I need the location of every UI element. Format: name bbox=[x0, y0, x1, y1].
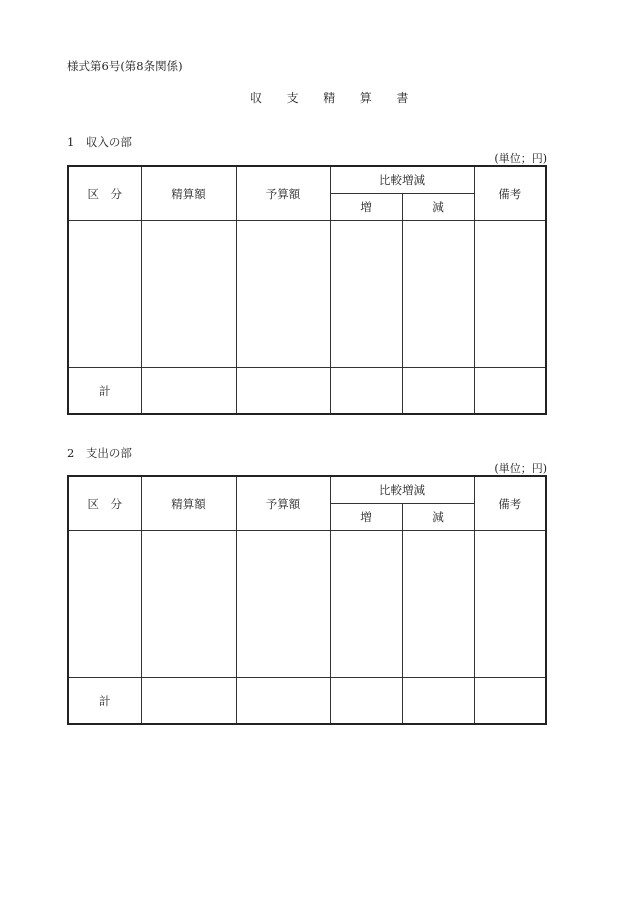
header-settled-amount: 精算額 bbox=[141, 166, 236, 221]
section-heading-income: 1 収入の部 bbox=[67, 135, 132, 149]
header-comparison: 比較増減 bbox=[330, 166, 474, 194]
header-remarks: 備考 bbox=[474, 166, 546, 221]
expenditure-table bbox=[67, 475, 547, 725]
income-table bbox=[67, 165, 547, 415]
remarks-cell[interactable] bbox=[474, 531, 546, 678]
header-row bbox=[68, 166, 546, 194]
header-decrease: 減 bbox=[402, 194, 474, 221]
total-remarks-cell[interactable] bbox=[474, 368, 546, 415]
total-budget-amount-cell[interactable] bbox=[236, 368, 330, 415]
total-row bbox=[68, 368, 546, 415]
total-remarks-cell[interactable] bbox=[474, 678, 546, 725]
header-budget-amount: 予算額 bbox=[236, 476, 330, 531]
total-budget-amount-cell[interactable] bbox=[236, 678, 330, 725]
total-decrease-cell[interactable] bbox=[402, 678, 474, 725]
header-increase: 増 bbox=[330, 504, 402, 531]
total-decrease-cell[interactable] bbox=[402, 368, 474, 415]
category-cell[interactable] bbox=[68, 221, 141, 368]
header-category: 区 分 bbox=[68, 166, 141, 221]
total-label: 計 bbox=[68, 368, 141, 415]
header-category: 区 分 bbox=[68, 476, 141, 531]
entry-row bbox=[68, 221, 546, 368]
header-remarks: 備考 bbox=[474, 476, 546, 531]
increase-cell[interactable] bbox=[330, 221, 402, 368]
entry-row bbox=[68, 531, 546, 678]
total-settled-amount-cell[interactable] bbox=[141, 678, 236, 725]
header-row bbox=[68, 476, 546, 504]
budget-amount-cell[interactable] bbox=[236, 221, 330, 368]
header-comparison: 比較増減 bbox=[330, 476, 474, 504]
decrease-cell[interactable] bbox=[402, 531, 474, 678]
total-settled-amount-cell[interactable] bbox=[141, 368, 236, 415]
decrease-cell[interactable] bbox=[402, 221, 474, 368]
total-label: 計 bbox=[68, 678, 141, 725]
total-increase-cell[interactable] bbox=[330, 678, 402, 725]
unit-label-expenditure: (単位；円) bbox=[494, 462, 547, 475]
unit-label-income: (単位；円) bbox=[494, 152, 547, 165]
settled-amount-cell[interactable] bbox=[141, 531, 236, 678]
total-increase-cell[interactable] bbox=[330, 368, 402, 415]
header-settled-amount: 精算額 bbox=[141, 476, 236, 531]
budget-amount-cell[interactable] bbox=[236, 531, 330, 678]
form-number: 様式第6号(第8条関係) bbox=[67, 59, 183, 73]
total-row bbox=[68, 678, 546, 725]
increase-cell[interactable] bbox=[330, 531, 402, 678]
category-cell[interactable] bbox=[68, 531, 141, 678]
settled-amount-cell[interactable] bbox=[141, 221, 236, 368]
section-heading-expenditure: 2 支出の部 bbox=[67, 446, 132, 460]
header-budget-amount: 予算額 bbox=[236, 166, 330, 221]
document-title: 収 支 精 算 書 bbox=[250, 91, 409, 105]
header-decrease: 減 bbox=[402, 504, 474, 531]
remarks-cell[interactable] bbox=[474, 221, 546, 368]
header-increase: 増 bbox=[330, 194, 402, 221]
